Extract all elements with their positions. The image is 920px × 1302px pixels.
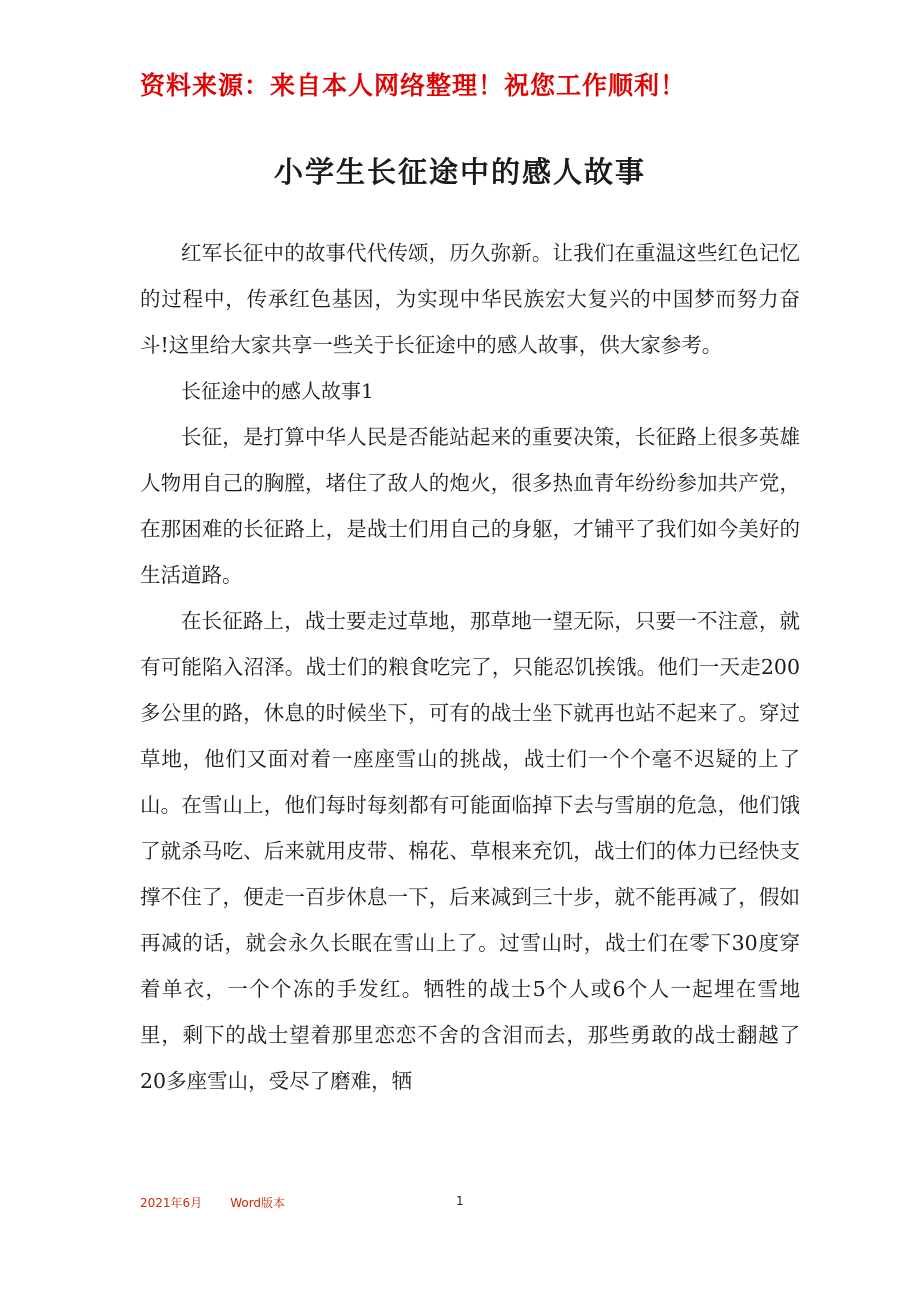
page-footer (0, 1194, 920, 1214)
footer-date: 2021年6月 (140, 1196, 203, 1210)
story-paragraph-1: 长征，是打算中华人民是否能站起来的重要决策，长征路上很多英雄人物用自己的胸膛，堵住了敌人的炮火，很多热血青年纷纷参加共产党，在那困难的长征路上，是战士们用自己的身躯，才铺平了我们如今美好的生活道路。 (140, 425, 800, 587)
section-heading: 长征途中的感人故事1 (181, 379, 374, 403)
story-paragraph-2: 在长征路上，战士要走过草地，那草地一望无际，只要一不注意，就有可能陷入沼泽。战士们的粮食吃完了，只能忍饥挨饿。他们一天走200多公里的路，休息的时候坐下，可有的战士坐下就再也站不起来了。穿过草地，他们又面对着一座座雪山的挑战，战士们一个个毫不迟疑的上了山。在雪山上，他们每时每刻都有可能面临掉下去与雪崩的危急，他们饿了就杀马吃、后来就用皮带、棉花、草根来充饥，战士们的体力已经快支撑不住了，便走一百步休息一下，后来减到三十步，就不能再减了，假如再减的话，就会永久长眠在雪山上了。过雪山时，战士们在零下30度穿着单衣，一个个冻的手发红。牺牲的战士5个人或6个人一起埋在雪地里，剩下的战士望着那里恋恋不舍的含泪而去，那些勇敢的战士翻越了20多座雪山，受尽了磨难，牺 (140, 609, 800, 1093)
document-body (140, 230, 800, 1104)
footer-info (140, 1194, 313, 1211)
document-title: 小学生长征途中的感人故事 (273, 155, 646, 189)
footer-version: Word版本 (230, 1196, 286, 1210)
source-notice: 资料来源：来自本人网络整理！祝您工作顺利！ (140, 71, 687, 100)
intro-paragraph: 红军长征中的故事代代传颂，历久弥新。让我们在重温这些红色记忆的过程中，传承红色基因，为实现中华民族宏大复兴的中国梦而努力奋斗!这里给大家共享一些关于长征途中的感人故事，供大家参考。 (140, 241, 800, 357)
page-number: 1 (456, 1194, 464, 1208)
